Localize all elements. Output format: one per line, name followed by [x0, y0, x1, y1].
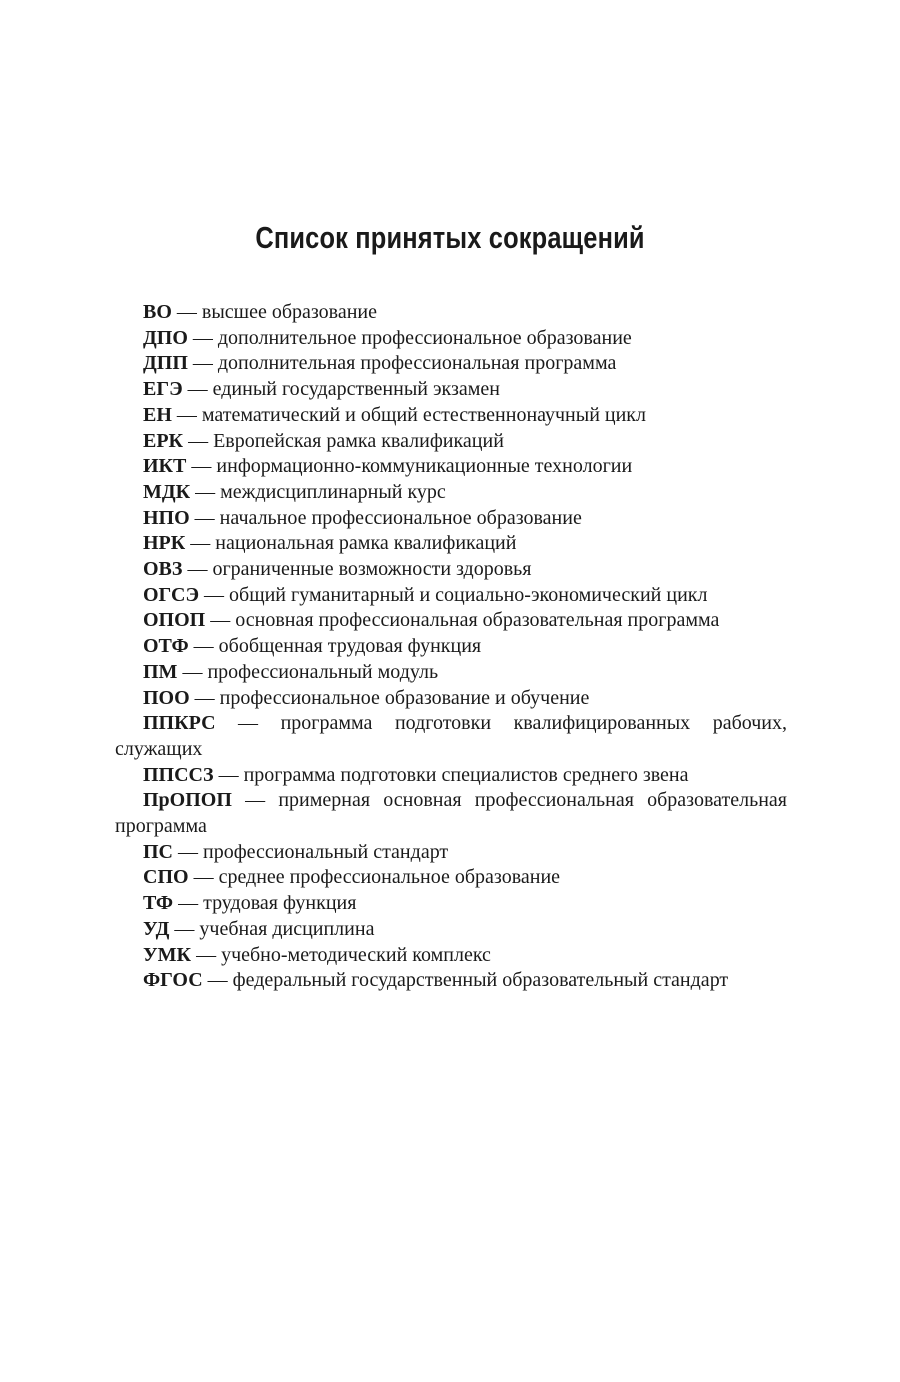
- definition: основная профессиональная образовательная программа: [235, 609, 720, 632]
- definition: учебная дисциплина: [199, 917, 375, 940]
- definition: единый государственный экзамен: [212, 378, 501, 401]
- definition: программа подготовки квалифицированных рабочих, служащих: [115, 712, 787, 760]
- definition: междисциплинарный курс: [220, 480, 446, 503]
- abbreviation-entry: [115, 557, 787, 583]
- dash: —: [173, 840, 203, 863]
- dash: —: [171, 403, 202, 426]
- abbreviation-entry: [115, 506, 787, 532]
- abbreviation-list: [115, 300, 787, 994]
- abbreviation-entry: [115, 608, 787, 634]
- dash: —: [187, 352, 218, 375]
- abbreviation: ТФ: [143, 892, 174, 915]
- definition: профессиональный стандарт: [203, 840, 449, 863]
- abbreviation: НРК: [143, 532, 186, 555]
- dash: —: [202, 969, 233, 992]
- dash: —: [173, 892, 204, 915]
- abbreviation: СПО: [143, 866, 189, 889]
- abbreviation: ОГСЭ: [143, 583, 200, 606]
- definition: трудовая функция: [203, 892, 357, 915]
- abbreviation: НПО: [143, 506, 190, 529]
- abbreviation: УД: [143, 917, 170, 940]
- page-title: Список принятых сокращений: [255, 220, 645, 255]
- abbreviation-entry: [115, 660, 787, 686]
- definition: Европейская рамка квалификаций: [213, 429, 504, 452]
- dash: —: [188, 866, 219, 889]
- definition: начальное профессиональное образование: [219, 506, 582, 529]
- dash: —: [171, 301, 202, 323]
- abbreviation-entry: [115, 429, 787, 455]
- definition: ограниченные возможности здоровья: [212, 558, 532, 581]
- abbreviation-entry: [115, 917, 787, 943]
- dash: —: [231, 789, 279, 812]
- dash: —: [188, 635, 219, 658]
- abbreviation: МДК: [143, 480, 191, 503]
- abbreviation-entry: [115, 351, 787, 377]
- abbreviation: ЕГЭ: [143, 378, 183, 401]
- dash: —: [190, 480, 221, 503]
- abbreviation: ДПП: [143, 352, 188, 375]
- abbreviation: ФГОС: [143, 969, 203, 992]
- definition: дополнительная профессиональная программа: [217, 352, 617, 375]
- definition: высшее образование: [201, 301, 377, 323]
- definition: математический и общий естественнонаучный цикл: [201, 403, 647, 426]
- abbreviation: ПрОПОП: [143, 789, 232, 812]
- dash: —: [189, 686, 220, 709]
- abbreviation-entry: [115, 454, 787, 480]
- abbreviation-entry: [115, 711, 787, 762]
- definition: обобщенная трудовая функция: [218, 635, 482, 658]
- abbreviation: ПОО: [143, 686, 190, 709]
- abbreviation-entry: [115, 788, 787, 839]
- dash: —: [191, 943, 222, 966]
- dash: —: [169, 917, 200, 940]
- abbreviation-entry: [115, 891, 787, 917]
- abbreviation-entry: [115, 634, 787, 660]
- dash: —: [205, 609, 236, 632]
- definition: национальная рамка квалификаций: [215, 532, 517, 555]
- abbreviation-entry: [115, 326, 787, 352]
- definition: федеральный государственный образовательный стандарт: [232, 969, 729, 992]
- definition: профессиональное образование и обучение: [219, 686, 590, 709]
- abbreviation: ЕРК: [143, 429, 184, 452]
- abbreviation-entry: [115, 943, 787, 969]
- dash: —: [189, 506, 220, 529]
- abbreviation: ПС: [143, 840, 173, 863]
- abbreviation: ОПОП: [143, 609, 206, 632]
- abbreviation-entry: [115, 865, 787, 891]
- definition: информационно-коммуникационные технологии: [216, 455, 633, 478]
- abbreviation-entry: [115, 300, 787, 326]
- abbreviation-entry: [115, 763, 787, 789]
- abbreviation-entry: [115, 583, 787, 609]
- abbreviation-entry: [115, 686, 787, 712]
- definition: примерная основная профессиональная образовательная программа: [115, 789, 788, 838]
- abbreviation: ДПО: [143, 326, 188, 349]
- abbreviation: ИКТ: [143, 455, 187, 478]
- abbreviation: ПМ: [143, 660, 178, 683]
- abbreviation-entry: [115, 968, 787, 994]
- dash: —: [187, 326, 218, 349]
- dash: —: [182, 378, 213, 401]
- definition: общий гуманитарный и социально-экономический цикл: [229, 583, 708, 606]
- abbreviation-entry: [115, 480, 787, 506]
- abbreviation: ППССЗ: [143, 763, 214, 786]
- dash: —: [186, 455, 217, 478]
- abbreviation-entry: [115, 403, 787, 429]
- abbreviation: ЕН: [143, 403, 172, 426]
- abbreviation-entry: [115, 840, 787, 866]
- dash: —: [215, 712, 281, 735]
- dash: —: [177, 660, 208, 683]
- dash: —: [185, 532, 216, 555]
- definition: программа подготовки специалистов среднего звена: [243, 763, 689, 786]
- abbreviation-entry: [115, 377, 787, 403]
- abbreviation: ППКРС: [143, 712, 216, 735]
- dash: —: [199, 583, 230, 606]
- definition: среднее профессиональное образование: [218, 866, 561, 889]
- dash: —: [183, 429, 214, 452]
- abbreviation: УМК: [143, 943, 192, 966]
- definition: учебно-методический комплекс: [221, 943, 491, 966]
- abbreviation: ВО: [143, 301, 172, 323]
- dash: —: [213, 763, 244, 786]
- dash: —: [182, 558, 213, 581]
- abbreviation: ОВЗ: [143, 558, 183, 581]
- abbreviation-entry: [115, 531, 787, 557]
- abbreviation: ОТФ: [143, 635, 189, 658]
- definition: профессиональный модуль: [207, 660, 439, 683]
- definition: дополнительное профессиональное образование: [217, 326, 632, 349]
